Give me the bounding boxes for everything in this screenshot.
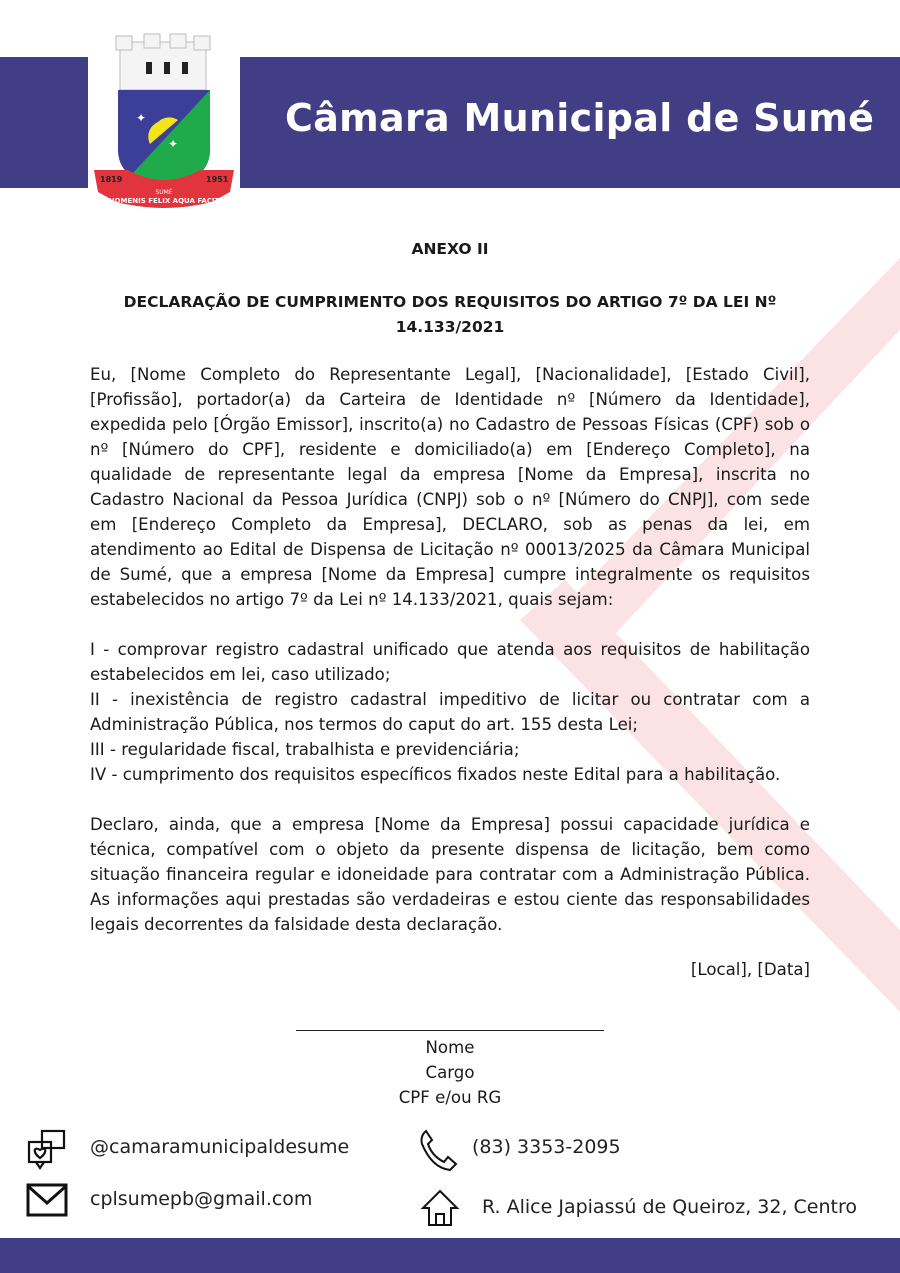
phone-icon [418,1128,458,1172]
text-line: nº [Número do CPF], residente e domiciliado(a) em [Endereço Completo], na [90,440,810,459]
place-date: [Local], [Data] [690,960,810,979]
text-line: de Sumé, que a empresa [Nome da Empresa] cumpre integralmente os requisitos [90,565,810,584]
list-item: II - inexistência de registro cadastral impeditivo de licitar ou contratar com a [90,690,810,709]
signature-name: Nome [425,1038,475,1057]
crest-year-right: 1951 [206,175,229,184]
list-item: I - comprovar registro cadastral unificado que atenda aos requisitos de habilitação [90,640,810,659]
title-line: 14.133/2021 [395,318,505,336]
phone-number: (83) 3353-2095 [472,1136,621,1158]
list-item-cont: Administração Pública, nos termos do caput do art. 155 desta Lei; [90,715,638,734]
list-item: IV - cumprimento dos requisitos específicos fixados neste Edital para a habilitação. [90,765,781,784]
home-icon [420,1188,460,1228]
text-line: Eu, [Nome Completo do Representante Legal], [Nacionalidade], [Estado Civil], [90,365,810,384]
text-line: atendimento ao Edital de Dispensa de Licitação nº 00013/2025 da Câmara Municipal [90,540,810,559]
crest-motto: HOMENIS FELIX AQUA FACIT [108,197,220,205]
signature-line [296,1030,604,1031]
document-title [0,290,900,340]
paragraph-additional [90,812,810,937]
text-line: Cadastro Nacional da Pessoa Jurídica (CNPJ) sob o nº [Número do CNPJ], com sede [90,490,810,509]
text-line: As informações aqui prestadas são verdadeiras e estou ciente das responsabilidades [90,890,810,909]
svg-text:✦: ✦ [136,111,147,125]
list-item-cont: estabelecidos em lei, caso utilizado; [90,665,391,684]
annex-heading: ANEXO II [411,240,489,258]
page-title: Câmara Municipal de Sumé [285,96,875,140]
social-handle: @camaramunicipaldesume [90,1136,350,1158]
signature-block [0,1035,900,1110]
text-line: qualidade de representante legal da empresa [Nome da Empresa], inscrita no [90,465,810,484]
text-line: Declaro, ainda, que a empresa [Nome da Empresa] possui capacidade jurídica e [90,815,810,834]
svg-text:✦: ✦ [168,137,179,151]
requirements-list [90,637,810,787]
email-address: cplsumepb@gmail.com [90,1188,313,1210]
text-line: [Profissão], portador(a) da Carteira de Identidade nº [Número da Identidade], [90,390,810,409]
text-line: técnica, compatível com o objeto da presente dispensa de licitação, bem como [90,840,810,859]
text-line: situação financeira regular e idoneidade para contratar com a Administração Pública. [90,865,810,884]
crest-city: SUMÉ [155,189,173,196]
social-media-icon [26,1128,68,1170]
text-line: legais decorrentes da falsidade desta declaração. [90,915,503,934]
crest-year-left: 1819 [100,175,123,184]
title-line: DECLARAÇÃO DE CUMPRIMENTO DOS REQUISITOS DO ARTIGO 7º DA LEI Nº [123,293,777,311]
email-icon [26,1183,68,1217]
paragraph-declaration [90,362,810,612]
coat-of-arms-logo [88,32,240,212]
street-address: R. Alice Japiassú de Queiroz, 32, Centro [482,1196,857,1218]
text-line: em [Endereço Completo da Empresa], DECLARO, sob as penas da lei, em [90,515,810,534]
text-line: estabelecidos no artigo 7º da Lei nº 14.133/2021, quais sejam: [90,590,614,609]
signature-role: Cargo [425,1063,475,1082]
list-item: III - regularidade fiscal, trabalhista e previdenciária; [90,740,520,759]
footer-band [0,1238,900,1273]
document-body [90,362,810,937]
text-line: expedida pelo [Órgão Emissor], inscrito(a) no Cadastro de Pessoas Físicas (CPF) sob o [90,415,810,434]
signature-id: CPF e/ou RG [398,1088,502,1107]
